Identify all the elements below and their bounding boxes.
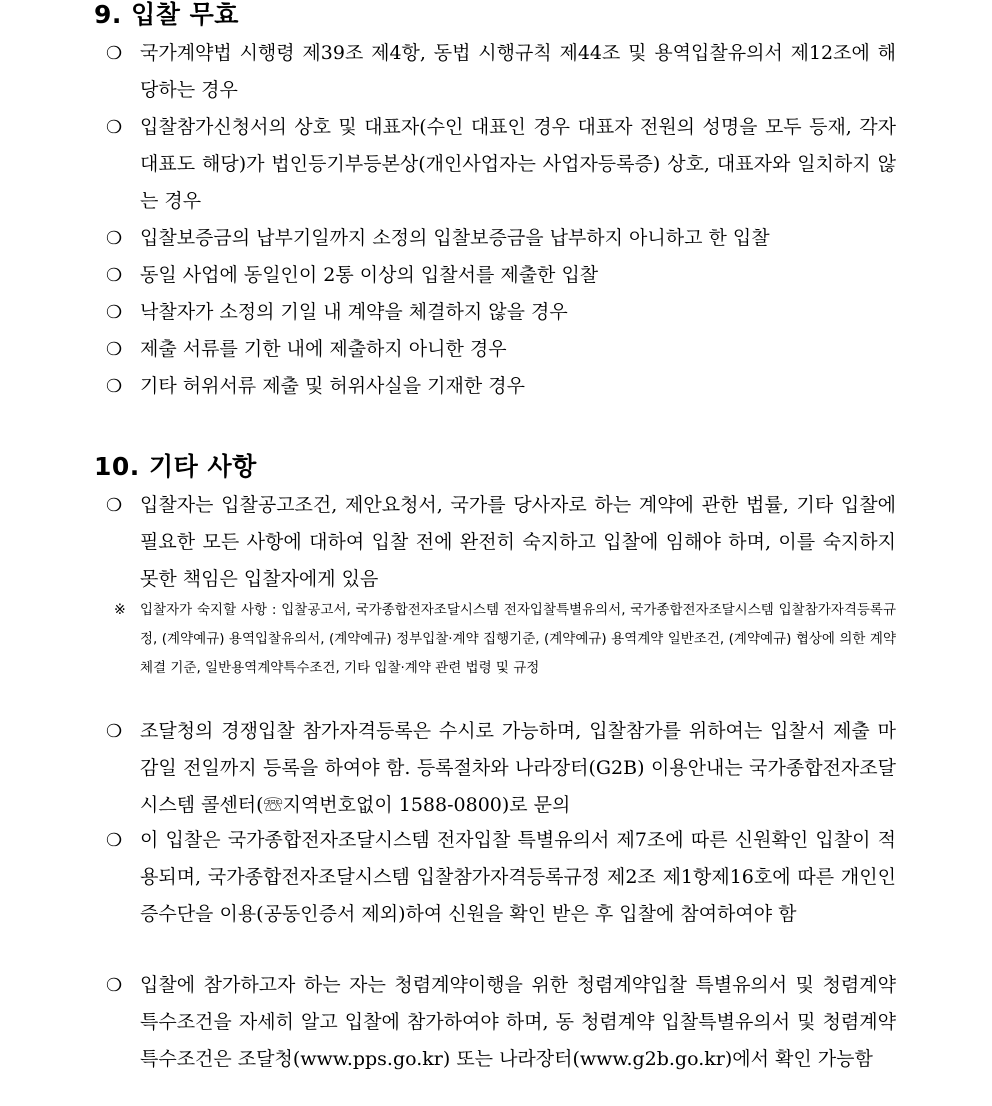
circle-bullet-icon: ❍ [106,830,123,851]
section-9-heading: 9. 입찰 무효 [94,0,239,29]
list-item-text: 이 입찰은 국가종합전자조달시스템 전자입찰 특별유의서 제7조에 따른 신원확인 입찰이 적용되며, 국가종합전자조달시스템 입찰참가자격등록규정 제2조 제1항제16호에 따른 개인인증수단을 이용(공동인증서 제외)하여 신원을 확인 받은 후 입찰에 참여하여야 함 [140,829,896,925]
invalid-bid-item-4 [106,257,896,294]
circle-bullet-icon: ❍ [106,117,123,138]
invalid-bid-item-5 [106,294,896,331]
invalid-bid-item-1 [106,35,896,109]
circle-bullet-icon: ❍ [106,228,123,249]
invalid-bid-item-7 [106,368,896,405]
reference-note [114,596,896,683]
list-item-text: 입찰보증금의 납부기일까지 소정의 입찰보증금을 납부하지 아니하고 한 입찰 [140,227,770,249]
other-matters-item-2 [106,713,896,824]
invalid-bid-item-6 [106,331,896,368]
circle-bullet-icon: ❍ [106,43,123,64]
circle-bullet-icon: ❍ [106,975,123,996]
note-text: 입찰자가 숙지할 사항 : 입찰공고서, 국가종합전자조달시스템 전자입찰특별유의서, 국가종합전자조달시스템 입찰참가자격등록규정, (계약예규) 용역입찰유의서, (계약예규) 정부입찰·계약 집행기준, (계약예규) 용역계약 일반조건, (계약예규) 협상에 의한 계약체결 기준, 일반용역계약특수조건, 기타 입찰·계약 관련 법령 및 규정 [140,602,896,676]
invalid-bid-item-2 [106,109,896,220]
other-matters-item-1 [106,487,896,598]
list-item-text: 제출 서류를 기한 내에 제출하지 아니한 경우 [140,338,507,360]
list-item-text: 동일 사업에 동일인이 2통 이상의 입찰서를 제출한 입찰 [140,264,599,286]
list-item-text: 국가계약법 시행령 제39조 제4항, 동법 시행규칙 제44조 및 용역입찰유의서 제12조에 해당하는 경우 [140,42,896,101]
circle-bullet-icon: ❍ [106,376,123,397]
circle-bullet-icon: ❍ [106,495,123,516]
invalid-bid-item-3 [106,220,896,257]
other-matters-item-3 [106,822,896,933]
other-matters-item-4 [106,967,896,1078]
circle-bullet-icon: ❍ [106,265,123,286]
circle-bullet-icon: ❍ [106,721,123,742]
circle-bullet-icon: ❍ [106,302,123,323]
list-item-text: 기타 허위서류 제출 및 허위사실을 기재한 경우 [140,375,525,397]
circle-bullet-icon: ❍ [106,339,123,360]
list-item-text: 낙찰자가 소정의 기일 내 계약을 체결하지 않을 경우 [140,301,568,323]
list-item-text: 입찰참가신청서의 상호 및 대표자(수인 대표인 경우 대표자 전원의 성명을 모두 등재, 각자 대표도 해당)가 법인등기부등본상(개인사업자는 사업자등록증) 상호, 대표자와 일치하지 않는 경우 [140,116,896,212]
list-item-text: 입찰에 참가하고자 하는 자는 청렴계약이행을 위한 청렴계약입찰 특별유의서 및 청렴계약 특수조건을 자세히 알고 입찰에 참가하여야 하며, 동 청렴계약 입찰특별유의서 및 청렴계약 특수조건은 조달청(www.pps.go.kr) 또는 나라장터(www.g2b.go.kr)에서 확인 가능함 [140,974,896,1070]
list-item-text: 입찰자는 입찰공고조건, 제안요청서, 국가를 당사자로 하는 계약에 관한 법률, 기타 입찰에 필요한 모든 사항에 대하여 입찰 전에 완전히 숙지하고 입찰에 임해야 하며, 이를 숙지하지 못한 책임은 입찰자에게 있음 [140,494,896,590]
reference-mark-icon: ※ [114,602,126,618]
list-item-text: 조달청의 경쟁입찰 참가자격등록은 수시로 가능하며, 입찰참가를 위하여는 입찰서 제출 마감일 전일까지 등록을 하여야 함. 등록절차와 나라장터(G2B) 이용안내는 국가종합전자조달시스템 콜센터(☏지역번호없이 1588-0800)로 문의 [140,720,896,816]
section-10-heading: 10. 기타 사항 [94,452,257,481]
